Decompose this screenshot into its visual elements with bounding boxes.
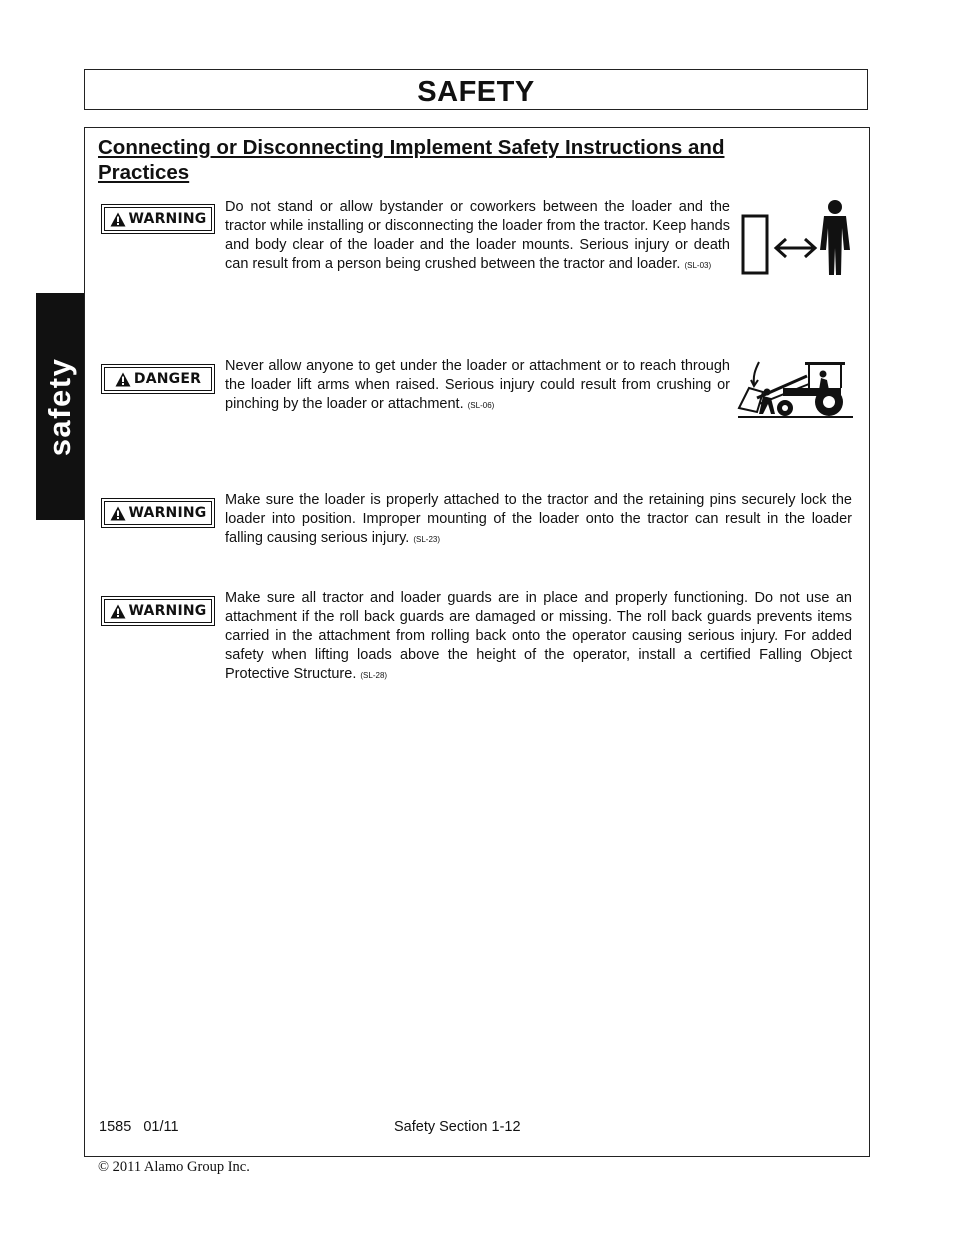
message-code: (SL-23): [413, 535, 441, 544]
danger-badge: [101, 364, 215, 394]
alert-triangle-icon: [115, 372, 131, 387]
signal-word: DANGER: [133, 371, 202, 387]
safety-message-text: [225, 198, 730, 275]
footer-doc-number: 1585 01/11: [99, 1119, 179, 1135]
page-header-title: SAFETY: [417, 76, 535, 108]
copyright-notice: © 2011 Alamo Group Inc.: [98, 1159, 250, 1175]
tractor-loader-crush-icon: [737, 358, 855, 420]
warning-badge: [101, 204, 215, 234]
section-title: Connecting or Disconnecting Implement Safety Instructions and Practices: [98, 136, 725, 184]
signal-word: WARNING: [128, 211, 207, 227]
footer-section-page: Safety Section 1-12: [394, 1119, 521, 1135]
safety-message-text: [225, 589, 852, 685]
alert-triangle-icon: [110, 506, 126, 521]
message-body: Make sure the loader is properly attached to the tractor and the retaining pins securely lock the loader into position. Improper mounting of the loader onto the tractor can result in the loader falling causing serious injury.: [225, 492, 852, 546]
message-body: Never allow anyone to get under the loader or attachment or to reach through the loader lift arms when raised. Serious injury could result from crushing or pinching by the loader or attachment.: [225, 358, 730, 412]
message-code: (SL-03): [684, 261, 712, 270]
message-code: (SL-28): [360, 671, 388, 680]
message-code: (SL-06): [467, 401, 495, 410]
crush-hazard-person-icon: [740, 198, 855, 278]
signal-word: WARNING: [128, 603, 207, 619]
safety-message-text: [225, 357, 730, 415]
message-body: Do not stand or allow bystander or coworkers between the loader and the tractor while installing or disconnecting the loader from the tractor. Keep hands and body clear of the loader and the loader mounts. Serious injury or death can result from a person being crushed between the tractor and loader.: [225, 199, 730, 272]
warning-badge: [101, 596, 215, 626]
signal-word: WARNING: [128, 505, 207, 521]
warning-badge: [101, 498, 215, 528]
section-side-tab: [36, 293, 84, 520]
header-box: [84, 69, 868, 110]
alert-triangle-icon: [110, 604, 126, 619]
alert-triangle-icon: [110, 212, 126, 227]
safety-message-text: [225, 491, 852, 549]
message-body: Make sure all tractor and loader guards are in place and properly functioning. Do not use an attachment if the roll back guards are damaged or missing. The roll back guards prevents items carried in the attachment from rolling back onto the operator causing serious injury. For added safety when lifting loads above the height of the operator, install a certified Falling Object Protective Structure.: [225, 590, 852, 682]
side-tab-label: safety: [42, 357, 77, 456]
